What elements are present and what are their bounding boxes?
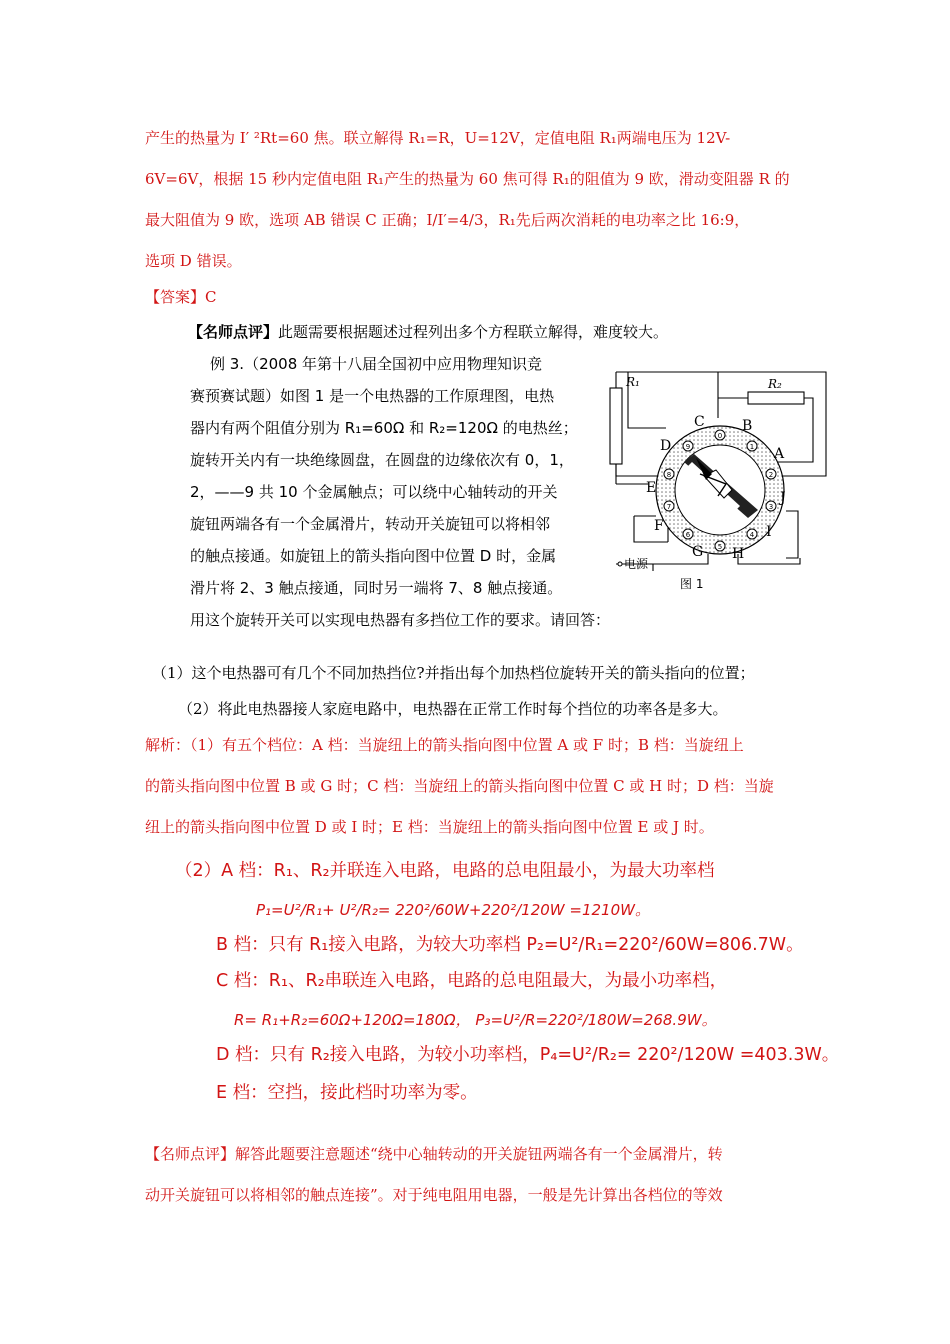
- r2-label: R₂: [768, 377, 782, 391]
- analysis-line-1: 解析：（1）有五个档位：A 档：当旋纽上的箭头指向图中位置 A 或 F 时；B 档：当旋纽上: [145, 736, 744, 754]
- intro-line-2: 6V=6V，根据 15 秒内定值电阻 R₁产生的热量为 60 焦可得 R₁的阻值为 9 欧，滑动变阻器 R 的: [145, 170, 790, 188]
- intro-line-1: 产生的热量为 I′ ²Rt=60 焦。联立解得 R₁=R，U=12V，定值电阻 R₁两端电压为 12V-: [145, 129, 731, 147]
- example-line-5: 2，——9 共 10 个金属触点；可以绕中心轴转动的开关: [190, 483, 558, 501]
- power-terminal: [618, 562, 622, 566]
- contact-9: 9: [685, 443, 691, 451]
- contact-7: 7: [666, 503, 672, 511]
- contact-8: 8: [666, 471, 672, 479]
- answer: [145, 287, 217, 307]
- example-line-3: 器内有两个阻值分别为 R₁=60Ω 和 R₂=120Ω 的电热丝；: [190, 419, 578, 437]
- letter-g: G: [692, 544, 704, 560]
- part2-e-line: E 档：空挡，接此档时功率为零。: [216, 1083, 478, 1103]
- part2-c-title: C 档：R₁、R₂串联连入电路，电路的总电阻最大，为最小功率档，: [216, 971, 728, 991]
- answer-value: C: [205, 288, 217, 306]
- part2-a-formula: P₁=U²/R₁+ U²/R₂= 220²/60W+220²/120W =1210W。: [256, 901, 650, 919]
- r2-resistor: [748, 392, 804, 404]
- example-line-9: 用这个旋转开关可以实现电热器有多挡位工作的要求。请回答：: [190, 611, 611, 629]
- comment-2-text-1: 解答此题要注意题述“绕中心轴转动的开关旋钮两端各有一个金属滑片，转: [235, 1145, 723, 1163]
- figure-caption: 图 1: [680, 577, 704, 591]
- question-1: （1）这个电热器可有几个不同加热挡位?并指出每个加热档位旋转开关的箭头指向的位置；: [152, 664, 755, 682]
- contact-3: 3: [768, 503, 774, 511]
- comment-1-label: 【名师点评】: [188, 323, 279, 341]
- letter-b: B: [742, 418, 753, 434]
- contact-2: 2: [768, 471, 774, 479]
- circuit-diagram: [608, 366, 828, 596]
- r1-resistor: [610, 388, 622, 464]
- contact-5: 5: [717, 543, 723, 551]
- contact-1: 1: [749, 443, 755, 451]
- part2-b-line: B 档：只有 R₁接入电路，为较大功率档 P₂=U²/R₁=220²/60W=806.7W。: [216, 935, 804, 955]
- letter-i: I: [766, 524, 772, 540]
- comment-2-line-1: [145, 1144, 723, 1164]
- letter-h: H: [732, 546, 745, 562]
- letter-a: A: [774, 446, 785, 462]
- analysis-line-3: 纽上的箭头指向图中位置 D 或 I 时；E 档：当旋纽上的箭头指向图中位置 E 或 J 时。: [145, 818, 714, 836]
- circuit-figure: [608, 366, 828, 596]
- example-line-2: 赛预赛试题）如图 1 是一个电热器的工作原理图，电热: [190, 387, 555, 405]
- contact-6: 6: [685, 531, 691, 539]
- analysis-line-2: 的箭头指向图中位置 B 或 G 时；C 档：当旋纽上的箭头指向图中位置 C 或 H 时；D 档：当旋: [145, 777, 774, 795]
- example-line-6: 旋钮两端各有一个金属滑片，转动开关旋钮可以将相邻: [190, 515, 551, 533]
- comment-1-text: 此题需要根据题述过程列出多个方程联立解得，难度较大。: [278, 323, 669, 341]
- comment-2-line-2: 动开关旋钮可以将相邻的触点连接”。对于纯电阻用电器，一般是先计算出各档位的等效: [145, 1186, 723, 1204]
- contact-0: 0: [717, 432, 723, 440]
- part2-d-line: D 档：只有 R₂接入电路，为较小功率档，P₄=U²/R₂= 220²/120W =403.3W。: [216, 1045, 840, 1065]
- intro-line-4: 选项 D 错误。: [145, 252, 242, 270]
- r1-label: R₁: [626, 375, 640, 389]
- example-line-7: 的触点接通。如旋钮上的箭头指向图中位置 D 时，金属: [190, 547, 557, 565]
- contact-4: 4: [749, 531, 755, 539]
- example-line-8: 滑片将 2、3 触点接通，同时另一端将 7、8 触点接通。: [190, 579, 563, 597]
- part2-a-title: （2）A 档：R₁、R₂并联连入电路，电路的总电阻最小，为最大功率档: [175, 861, 715, 881]
- letter-e: E: [646, 480, 657, 496]
- power-label: 电源: [624, 557, 649, 571]
- answer-label: 【答案】: [145, 288, 206, 306]
- letter-d: D: [660, 438, 672, 454]
- example-line-1: 例 3.（2008 年第十八届全国初中应用物理知识竞: [210, 355, 543, 373]
- comment-1: [188, 322, 668, 342]
- intro-line-3: 最大阻值为 9 欧，选项 AB 错误 C 正确；I/I′=4/3，R₁先后两次消耗的电功率之比 16:9，: [145, 211, 750, 229]
- part2-c-formula: R= R₁+R₂=60Ω+120Ω=180Ω， P₃=U²/R=220²/180W=268.9W。: [234, 1011, 717, 1029]
- letter-f: F: [654, 518, 664, 534]
- letter-c: C: [694, 414, 705, 430]
- comment-2-label: 【名师点评】: [145, 1145, 236, 1163]
- question-2: （2）将此电热器接人家庭电路中，电热器在正常工作时每个挡位的功率各是多大。: [178, 700, 728, 718]
- example-line-4: 旋转开关内有一块绝缘圆盘，在圆盘的边缘依次有 0，1，: [190, 451, 574, 469]
- letter-j: J: [780, 490, 786, 506]
